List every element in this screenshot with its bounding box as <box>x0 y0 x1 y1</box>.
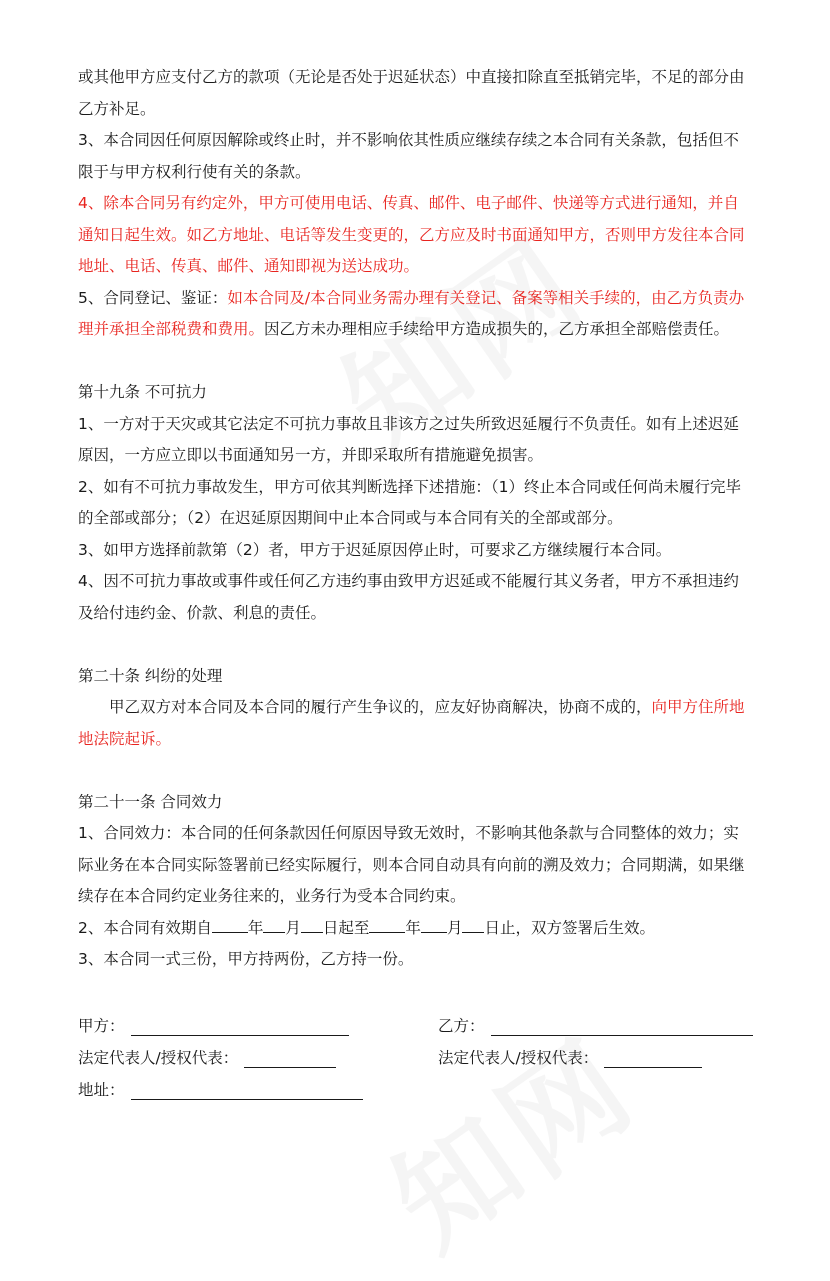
party-b-signature: 乙方： <box>438 1014 753 1036</box>
party-a-signature: 甲方： <box>78 1014 349 1036</box>
section-20-title: 第二十条 纠纷的处理 <box>78 666 223 685</box>
start-day-blank[interactable] <box>301 914 323 933</box>
party-b-line[interactable] <box>491 1015 753 1036</box>
section-19-item-2: 2、如有不可抗力事故发生，甲方可依其判断选择下述措施：（1）终止本合同或任何尚未履行完毕的全部或部分；（2）在迟延原因期间中止本合同或与本合同有关的全部或部分。 <box>78 477 741 527</box>
section-20-text: 甲乙双方对本合同及本合同的履行产生争议的，应友好协商解决，协商不成的， <box>109 698 652 716</box>
clause-registration <box>78 283 754 346</box>
end-year-blank[interactable] <box>369 914 405 933</box>
paragraph-offset-continuation: 或其他甲方应支付乙方的款项（无论是否处于迟延状态）中直接扣除直至抵销完毕，不足的部分由乙方补足。 <box>78 68 745 118</box>
party-b-rep-line[interactable] <box>604 1047 702 1068</box>
contract-body <box>78 62 754 976</box>
start-year-blank[interactable] <box>212 914 248 933</box>
clause-notice: 4、除本合同另有约定外，甲方可使用电话、传真、邮件、电子邮件、快递等方式进行通知，并自通知日起生效。如乙方地址、电话等发生变更的，乙方应及时书面通知甲方，否则甲方发往本合同地址、电话、传真、邮件、通知即视为送达成功。 <box>78 194 745 275</box>
party-a-line[interactable] <box>131 1015 349 1036</box>
party-a-representative: 法定代表人/授权代表： <box>78 1046 336 1068</box>
clause-registration-tail: 因乙方未办理相应手续给甲方造成损失的，乙方承担全部赔偿责任。 <box>264 320 730 338</box>
start-month-blank[interactable] <box>263 914 285 933</box>
section-20-body <box>78 692 754 755</box>
clause-survival: 3、本合同因任何原因解除或终止时，并不影响依其性质应继续存续之本合同有关条款，包括但不限于与甲方权利行使有关的条款。 <box>78 131 739 181</box>
clause-registration-highlight: 如本合同及/本合同业务需办理有关登记、备案等相关手续的，由乙方负责办理并承担全部税费和费用。 <box>78 288 745 338</box>
section-21-title: 第二十一条 合同效力 <box>78 792 223 811</box>
section-19-item-1: 1、一方对于天灾或其它法定不可抗力事故且非该方之过失所致迟延履行不负责任。如有上述迟延原因，一方应立即以书面通知另一方，并即采取所有措施避免损害。 <box>78 414 739 464</box>
party-b-representative: 法定代表人/授权代表： <box>438 1046 702 1068</box>
address-field: 地址： <box>78 1078 363 1100</box>
clause-registration-label: 5、合同登记、鉴证： <box>78 288 228 307</box>
section-19-item-3: 3、如甲方选择前款第（2）者，甲方于迟延原因停止时，可要求乙方继续履行本合同。 <box>78 540 672 559</box>
end-month-blank[interactable] <box>421 914 447 933</box>
section-20-highlight: 向甲方住所地地法院起诉。 <box>78 698 745 748</box>
section-21-item-2: 2、本合同有效期自 年 月 日起至 年 月 日止，双方签署后生效。 <box>78 913 754 945</box>
section-19-item-4: 4、因不可抗力事故或事件或任何乙方违约事由致甲方迟延或不能履行其义务者，甲方不承担违约及给付违约金、价款、利息的责任。 <box>78 572 739 622</box>
section-21-item-1: 1、合同效力：本合同的任何条款因任何原因导致无效时，不影响其他条款与合同整体的效力；实际业务在本合同实际签署前已经实际履行，则本合同自动具有向前的溯及效力；合同期满，如果继续存在本合同约定业务往来的，业务行为受本合同约束。 <box>78 824 745 905</box>
signature-block <box>78 1014 768 1110</box>
address-line[interactable] <box>131 1079 363 1100</box>
section-21-item-3: 3、本合同一式三份，甲方持两份，乙方持一份。 <box>78 950 414 968</box>
end-day-blank[interactable] <box>462 914 484 933</box>
party-a-rep-line[interactable] <box>244 1047 336 1068</box>
section-19-title: 第十九条 不可抗力 <box>78 383 207 401</box>
